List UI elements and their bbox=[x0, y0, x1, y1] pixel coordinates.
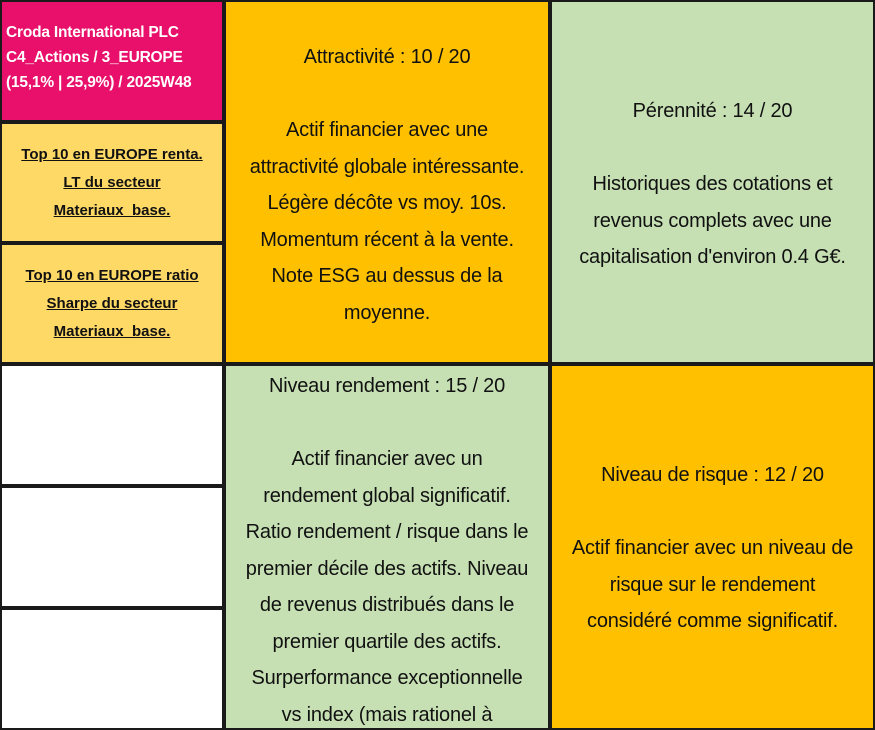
rendement-text: vs index (mais rationel à bbox=[281, 703, 493, 726]
rendement-text: premier quartile des actifs. bbox=[272, 630, 502, 653]
perennite-text: Historiques des cotations et bbox=[592, 173, 833, 195]
asset-category: C4_Actions / 3_EUROPE bbox=[6, 49, 183, 66]
risque-text: Actif financier avec un niveau de bbox=[571, 537, 854, 559]
rendement-text: Ratio rendement / risque dans le bbox=[245, 521, 529, 543]
attractivite-text: Momentum récent à la vente. bbox=[260, 228, 514, 251]
risque-title: Niveau de risque : 12 / 20 bbox=[601, 464, 824, 486]
attractivite-text: attractivité globale intéressante. bbox=[249, 155, 525, 178]
badge-line: Sharpe du secteur bbox=[46, 294, 178, 312]
risque-text: considéré comme significatif. bbox=[587, 610, 838, 632]
attractivite-text: Note ESG au dessus de la bbox=[271, 265, 503, 287]
attractivite-title: Attractivité : 10 / 20 bbox=[303, 46, 471, 68]
risque-text: risque sur le rendement bbox=[609, 573, 816, 596]
attractivite-text: Actif financier avec une bbox=[286, 119, 488, 141]
rendement-text: de revenus distribués dans le bbox=[259, 594, 515, 616]
empty-cell bbox=[0, 608, 224, 730]
rendement-text: Surperformance exceptionnelle bbox=[251, 667, 523, 689]
attractivite-text: Légère décôte vs moy. 10s. bbox=[267, 192, 507, 214]
badge-line: Materiaux_base. bbox=[53, 322, 171, 340]
rendement-title: Niveau rendement : 15 / 20 bbox=[268, 375, 506, 397]
badge-line: Materiaux_base. bbox=[53, 201, 171, 219]
badge-top10-renta[interactable] bbox=[0, 122, 224, 243]
attractivite-text: moyenne. bbox=[343, 301, 431, 324]
perennite-text: capitalisation d'environ 0.4 G€. bbox=[579, 246, 846, 268]
empty-cell bbox=[0, 364, 224, 486]
rendement-panel bbox=[224, 364, 550, 730]
rendement-text: Actif financier avec un bbox=[291, 448, 483, 470]
rendement-text: rendement global significatif. bbox=[263, 484, 511, 507]
badge-line: Top 10 en EUROPE renta. bbox=[21, 145, 203, 163]
attractivite-panel bbox=[224, 0, 550, 364]
badge-line: LT du secteur bbox=[63, 173, 161, 191]
perennite-panel bbox=[550, 0, 875, 364]
asset-stats: (15,1% | 25,9%) / 2025W48 bbox=[6, 74, 192, 91]
badge-line: Top 10 en EUROPE ratio bbox=[25, 266, 199, 284]
empty-cell bbox=[0, 486, 224, 608]
asset-name: Croda International PLC bbox=[6, 24, 179, 41]
risque-panel bbox=[550, 364, 875, 730]
asset-header bbox=[0, 0, 224, 122]
badge-top10-sharpe[interactable] bbox=[0, 243, 224, 364]
rendement-text: premier décile des actifs. Niveau bbox=[245, 557, 529, 580]
perennite-title: Pérennité : 14 / 20 bbox=[632, 100, 793, 122]
perennite-text: revenus complets avec une bbox=[593, 209, 832, 232]
